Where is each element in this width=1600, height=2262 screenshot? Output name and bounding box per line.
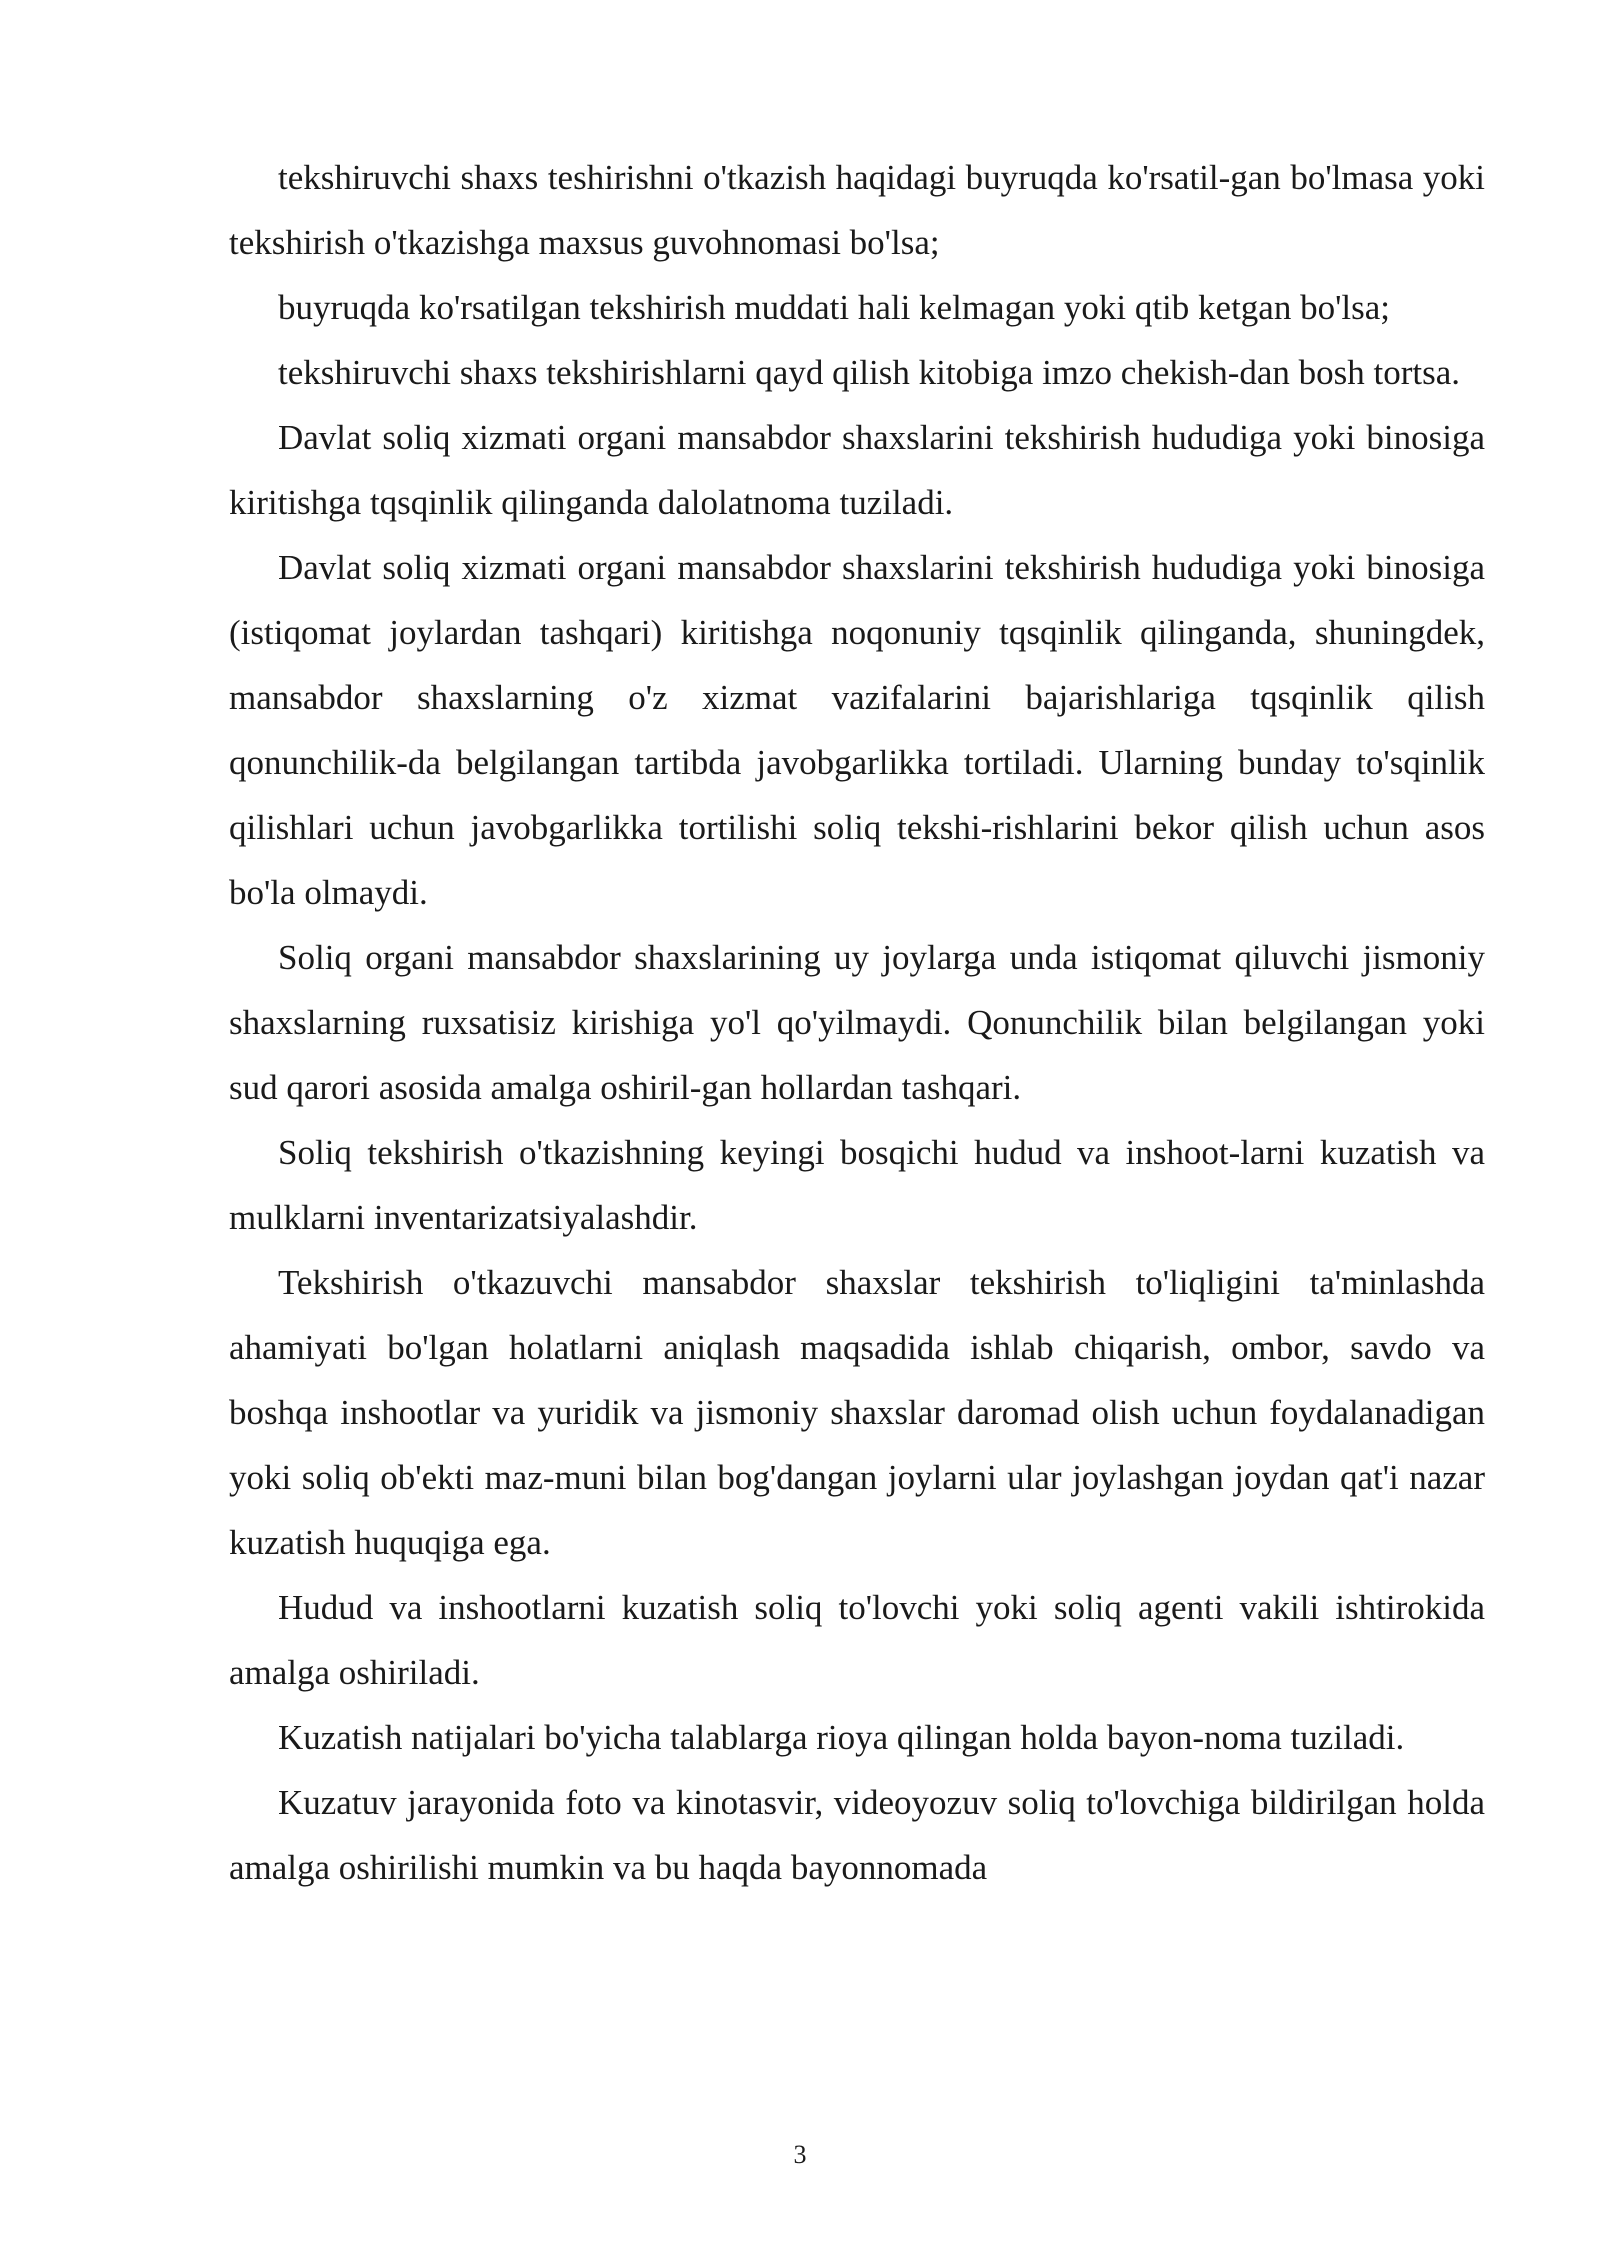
paragraph-10: Kuzatish natijalari bo'yicha talablarga rioya qilingan holda bayon-noma tuziladi. bbox=[278, 1718, 1405, 1757]
paragraph-8: Tekshirish o'tkazuvchi mansabdor shaxslar tekshirish to'liqligini ta'minlashda ahamiyati bo'lgan holatlarni aniqlash maqsadida ishlab chiqarish, ombor, savdo va boshqa inshootlar va yuridik va jismoniy shaxslar daromad olish uchun foydalanadigan yoki soliq ob'ekti maz-muni bilan bog'dangan joylarni ular joylashgan joydan qat'i nazar kuzatish huquqiga ega. bbox=[229, 1263, 1485, 1562]
document-body bbox=[229, 145, 1485, 1900]
paragraph-5: Davlat soliq xizmati organi mansabdor shaxslarini tekshirish hududiga yoki binosiga (istiqomat joylardan tashqari) kiritishga noqonuniy tqsqinlik qilinganda, shuningdek, mansabdor shaxslarning o'z xizmat vazifalarini bajarishlariga tqsqinlik qilish qonunchilik-da belgilangan tartibda javobgarlikka tortiladi. Ularning bunday to'sqinlik qilishlari uchun javobgarlikka tortilishi soliq tekshi-rishlarini bekor qilish uchun asos bo'la olmaydi. bbox=[229, 548, 1485, 912]
paragraph-11: Kuzatuv jarayonida foto va kinotasvir, videoyozuv soliq to'lovchiga bildirilgan holda amalga oshirilishi mumkin va bu haqda bayonnomada bbox=[229, 1783, 1485, 1887]
paragraph-9: Hudud va inshootlarni kuzatish soliq to'lovchi yoki soliq agenti vakili ishtirokida amalga oshiriladi. bbox=[229, 1588, 1485, 1692]
paragraph-2: buyruqda ko'rsatilgan tekshirish muddati hali kelmagan yoki qtib ketgan bo'lsa; bbox=[278, 288, 1390, 327]
paragraph-4: Davlat soliq xizmati organi mansabdor shaxslarini tekshirish hududiga yoki binosiga kiritishga tqsqinlik qilinganda dalolatnoma tuziladi. bbox=[229, 418, 1485, 522]
paragraph-3: tekshiruvchi shaxs tekshirishlarni qayd qilish kitobiga imzo chekish-dan bosh tortsa. bbox=[278, 353, 1461, 392]
paragraph-6: Soliq organi mansabdor shaxslarining uy joylarga unda istiqomat qiluvchi jismoniy shaxslarning ruxsatisiz kirishiga yo'l qo'yilmaydi. Qonunchilik bilan belgilangan yoki sud qarori asosida amalga oshiril-gan hollardan tashqari. bbox=[229, 938, 1485, 1107]
page-number: 3 bbox=[793, 2140, 807, 2169]
paragraph-7: Soliq tekshirish o'tkazishning keyingi bosqichi hudud va inshoot-larni kuzatish va mulklarni inventarizatsiyalashdir. bbox=[229, 1133, 1485, 1237]
paragraph-1: tekshiruvchi shaxs teshirishni o'tkazish haqidagi buyruqda ko'rsatil-gan bo'lmasa yoki tekshirish o'tkazishga maxsus guvohnomasi bo'lsa; bbox=[229, 158, 1485, 262]
